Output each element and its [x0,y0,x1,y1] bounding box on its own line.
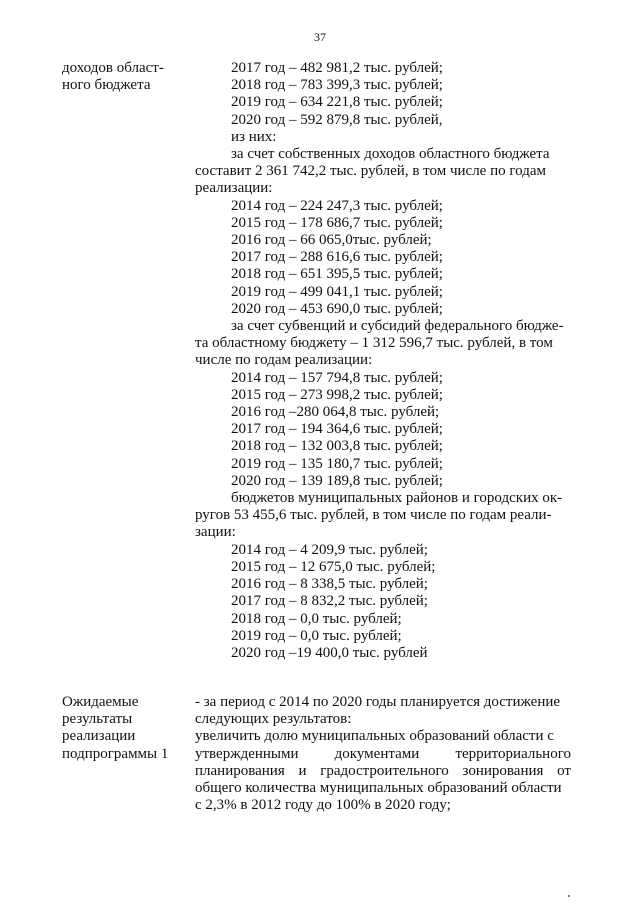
year-amount-line: 2020 год – 592 879,8 тыс. рублей, [231,111,443,128]
year-amount-line: 2017 год – 482 981,2 тыс. рублей; [231,60,443,76]
year-amount-line: 2020 год – 453 690,0 тыс. рублей; [231,300,443,317]
year-amount-line: 2019 год – 634 221,8 тыс. рублей; [231,94,443,111]
year-amount-line: 2018 год – 0,0 тыс. рублей; [231,610,402,627]
label-line: Ожидаемые [62,694,139,710]
year-amount-line: 2020 год –19 400,0 тыс. рублей [231,644,428,661]
results-line: - за период с 2014 по 2020 годы планируется достижение [195,694,561,710]
year-amount-line: 2019 год – 499 041,1 тыс. рублей; [231,283,443,300]
year-amount-line: 2015 год – 12 675,0 тыс. рублей; [231,558,436,575]
year-amount-line: 2016 год – 66 065,0тыс. рублей; [231,232,432,249]
municipal-intro: бюджетов муниципальных районов и городских ок- [231,490,563,507]
funding-details [195,60,571,662]
label-line: результаты [62,711,133,728]
results-justified-line [195,763,571,780]
year-amount-line: 2020 год – 139 189,8 тыс. рублей; [231,472,443,489]
label-line: реализации [62,728,136,745]
year-amount-line: 2015 год – 273 998,2 тыс. рублей; [231,386,443,403]
year-amount-line: 2017 год – 288 616,6 тыс. рублей; [231,249,443,266]
own-revenue-total: составит 2 361 742,2 тыс. рублей, в том числе по годам [195,163,546,180]
label-line: ного бюджета [62,77,151,94]
year-amount-line: 2014 год – 157 794,8 тыс. рублей; [231,369,443,386]
municipal-tail: зации: [195,524,236,541]
expected-results-label [62,694,168,763]
word: утвержденными [195,745,299,762]
word: территориального [455,745,571,762]
year-amount-line: 2018 год – 132 003,8 тыс. рублей; [231,438,443,455]
year-amount-line: 2014 год – 4 209,9 тыс. рублей; [231,541,428,558]
results-line: увеличить долю муниципальных образований области с [195,728,554,745]
word: от [557,762,571,779]
federal-total: та областному бюджету – 1 312 596,7 тыс. рублей, в том [195,335,553,352]
year-amount-line: 2016 год – 8 338,5 тыс. рублей; [231,576,428,593]
scan-mark [568,895,570,897]
year-amount-line: 2015 год – 178 686,7 тыс. рублей; [231,214,443,231]
year-amount-line: 2017 год – 8 832,2 тыс. рублей; [231,593,428,610]
of-them-line: из них: [231,128,277,145]
own-revenue-intro: за счет собственных доходов областного бюджета [231,146,550,163]
results-justified-line [195,746,571,763]
federal-intro: за счет субвенций и субсидий федерального бюдже- [231,318,564,335]
word: и [298,762,307,779]
word: зонирования [462,762,544,779]
federal-tail: числе по годам реализации: [195,352,373,369]
year-amount-line: 2014 год – 224 247,3 тыс. рублей; [231,197,443,214]
year-amount-line: 2016 год –280 064,8 тыс. рублей; [231,404,440,421]
year-amount-line: 2019 год – 0,0 тыс. рублей; [231,627,402,644]
word: градостроительного [320,762,449,779]
year-amount-line: 2019 год – 135 180,7 тыс. рублей; [231,455,443,472]
results-line: общего количества муниципальных образований области [195,780,562,797]
year-amount-line: 2018 год – 651 395,5 тыс. рублей; [231,266,443,283]
label-line: подпрограммы 1 [62,745,169,762]
results-line: с 2,3% в 2012 году до 100% в 2020 году; [195,797,451,814]
results-line: следующих результатов: [195,711,352,728]
municipal-total: ругов 53 455,6 тыс. рублей, в том числе по годам реали- [195,507,552,524]
own-revenue-tail: реализации: [195,180,273,197]
label-line: доходов област- [62,60,164,76]
expected-results-text [195,694,571,814]
word: документами [334,745,420,762]
funding-source-label [62,60,164,94]
year-amount-line: 2018 год – 783 399,3 тыс. рублей; [231,77,443,94]
page-number: 37 [314,30,326,44]
year-amount-line: 2017 год – 194 364,6 тыс. рублей; [231,421,443,438]
word: планирования [195,762,285,779]
